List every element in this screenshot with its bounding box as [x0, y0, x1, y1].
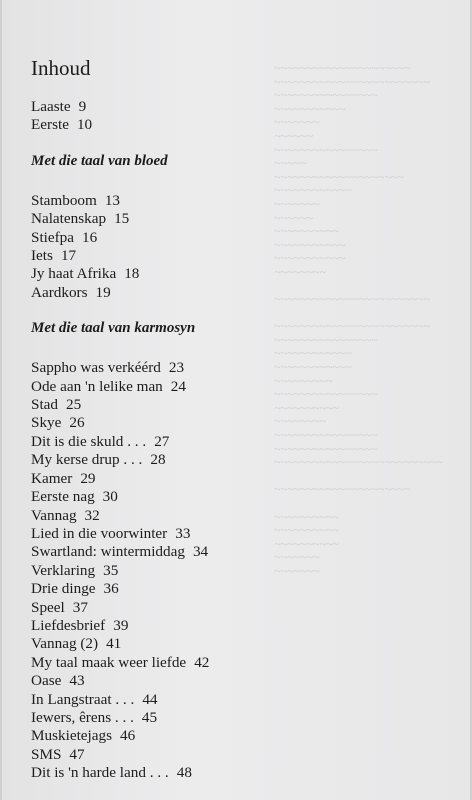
toc-entry-title: My taal maak weer liefde: [31, 653, 187, 671]
toc-entry-title: Lied in die voorwinter: [31, 524, 168, 542]
toc-entry[interactable]: [31, 727, 451, 745]
toc-entry-page: 28: [150, 451, 166, 469]
toc-entry-page: 32: [84, 506, 100, 524]
toc-entry-title: Iets: [31, 247, 53, 265]
toc-entry-title: Kamer: [31, 469, 73, 487]
toc-entry-title: Eerste nag: [31, 488, 95, 506]
toc-entry-title: Stiefpa: [31, 228, 75, 246]
toc-entry-page: 15: [114, 210, 130, 228]
toc-entry-title: Laaste: [31, 98, 71, 115]
toc-section-bloed: [31, 151, 451, 302]
toc-entry[interactable]: [31, 210, 451, 228]
toc-entry[interactable]: [31, 247, 451, 265]
toc-entry[interactable]: [31, 98, 451, 116]
toc-entry[interactable]: [31, 192, 451, 210]
toc-entry[interactable]: [31, 580, 451, 598]
toc-entry-page: 13: [104, 191, 121, 209]
toc-entry-title: My kerse drup . . .: [31, 451, 143, 469]
toc-entry-title: Skye: [31, 414, 62, 432]
toc-entry-page: 33: [175, 524, 191, 542]
toc-entry[interactable]: [31, 746, 451, 764]
toc-entry[interactable]: [31, 507, 451, 525]
toc-entry-title: Nalatenskap: [31, 210, 107, 228]
toc-entry-page: 27: [154, 432, 170, 450]
toc-entry-page: 47: [69, 745, 85, 763]
toc-entry[interactable]: [31, 470, 451, 488]
toc-entry-title: Speel: [31, 598, 65, 616]
toc-entry[interactable]: [31, 284, 451, 302]
toc-entry-page: 36: [103, 580, 119, 598]
toc-entry-title: Oase: [31, 672, 62, 690]
toc-entry-title: Swartland: wintermiddag: [31, 543, 185, 561]
toc-entry[interactable]: [31, 116, 451, 134]
toc-entry-page: 43: [69, 672, 85, 690]
toc-entry[interactable]: [31, 691, 451, 709]
toc-entry[interactable]: [31, 359, 451, 377]
toc-entry-title: In Langstraat . . .: [31, 690, 135, 708]
toc-entry-title: Stamboom: [31, 191, 97, 209]
toc-entry-page: 44: [142, 690, 158, 708]
toc-entry-page: 10: [76, 116, 93, 134]
toc-entry[interactable]: [31, 433, 451, 451]
table-of-contents: [31, 54, 451, 783]
toc-entry-title: Drie dinge: [31, 580, 96, 598]
toc-entry-page: 24: [170, 377, 186, 395]
toc-entry-title: Dit is 'n harde land . . .: [31, 764, 169, 782]
toc-entry-page: 26: [69, 414, 85, 432]
toc-entry-page: 25: [66, 396, 82, 414]
toc-entry[interactable]: [31, 764, 451, 782]
toc-entry[interactable]: [31, 654, 451, 672]
section-heading: Met die taal van bloed: [31, 152, 168, 169]
toc-entry-page: 23: [168, 359, 185, 377]
toc-entry-title: Ode aan 'n lelike man: [31, 377, 163, 395]
toc-title: Inhoud: [31, 56, 91, 80]
toc-entry[interactable]: [31, 265, 451, 283]
toc-entry-title: Vannag: [31, 506, 77, 524]
toc-entry[interactable]: [31, 378, 451, 396]
toc-entry-page: 30: [102, 488, 118, 506]
toc-entry-page: 34: [192, 543, 209, 561]
toc-entry[interactable]: [31, 414, 451, 432]
toc-entry-page: 42: [194, 653, 210, 671]
toc-entry[interactable]: [31, 617, 451, 635]
toc-entry-title: Verklaring: [31, 561, 96, 579]
book-page: [2, 0, 470, 800]
toc-entry[interactable]: [31, 672, 451, 690]
toc-entry-title: Liefdesbrief: [31, 616, 106, 634]
toc-entry-page: 29: [80, 469, 96, 487]
toc-entry-title: Jy haat Afrika: [31, 265, 117, 283]
toc-entry[interactable]: [31, 396, 451, 414]
toc-entry[interactable]: [31, 451, 451, 469]
toc-entry-page: 9: [78, 98, 87, 115]
toc-group-intro: [31, 98, 451, 135]
toc-entry-page: 16: [82, 228, 98, 246]
toc-entry[interactable]: [31, 525, 451, 543]
toc-entry-title: Muskietejags: [31, 727, 112, 745]
toc-entry-title: Dit is die skuld . . .: [31, 432, 147, 450]
toc-entry-page: 48: [176, 764, 192, 782]
toc-entry-page: 41: [106, 635, 122, 653]
toc-section-karmosyn: [31, 318, 451, 782]
toc-entry-page: 35: [103, 561, 119, 579]
toc-entry[interactable]: [31, 229, 451, 247]
toc-entry-page: 39: [113, 616, 129, 634]
toc-entry[interactable]: [31, 599, 451, 617]
toc-entry[interactable]: [31, 635, 451, 653]
toc-entry-title: Iewers, êrens . . .: [31, 708, 134, 726]
toc-entry-title: Vannag (2): [31, 635, 99, 653]
toc-entry[interactable]: [31, 543, 451, 561]
toc-entry[interactable]: [31, 709, 451, 727]
toc-entry-title: Aardkors: [31, 283, 88, 301]
toc-entry-page: 37: [72, 598, 88, 616]
section-heading: Met die taal van karmosyn: [31, 320, 196, 337]
toc-entry-page: 45: [141, 708, 158, 726]
show-through-text: ~~~~~~~~~~~~~~~~~~~~~ ~~~~~~~~~~~~~~~~~~~~~~~~ ~~~~~~~~~~~~~~~~ ~~~~~~~~~~~ ~~~~~~~ ~~~~~~ ~~~~~~~~~~~~~~~~ ~~~~~ ~~~~~~~~~~~~~~~~~~~~ ~~~~~~~~~~~~ ~~~~~~~ ~~~~~~ ~~~~~~~~~~ ~~~~~~~~~~~ ~~~~~~~~~~~ ~~~~~~~~ ~~~~~~~~~~~~~~~~~~~~~~~~ ~~~~~~~~~~~~~~~~~~~~~~~~ ~~~~~~~~~~~~~~~~ ~~~~~~~~~~~~ ~~~~~~~~~~~~ ~~~~~~~~~ ~~~~~~~~~~~~~~~~ ~~~~~~~~~~ ~~~~~~~~ ~~~~~~~~~~~~~~~~ ~~~~~~~~~~~~~~~~ ~~~~~~~~~~~~~~~~~~~~~~~~~~ ~~~~~~~~~~~~~~~~~~~~~ ~~~~~~~~~~ ~~~~~~~~~~ ~~~~~~~~~~ ~~~~~~~ ~~~~~~~: [274, 61, 443, 578]
toc-entry-page: 18: [124, 265, 140, 283]
toc-entry-title: SMS: [31, 745, 62, 763]
toc-entry-page: 17: [60, 247, 77, 265]
toc-entry-title: Sappho was verkéérd: [31, 359, 161, 377]
toc-entry[interactable]: [31, 488, 451, 506]
toc-entry-title: Stad: [31, 396, 59, 414]
toc-entry[interactable]: [31, 562, 451, 580]
toc-entry-page: 46: [120, 727, 136, 745]
toc-entry-title: Eerste: [31, 116, 69, 134]
toc-entry-page: 19: [95, 283, 111, 301]
